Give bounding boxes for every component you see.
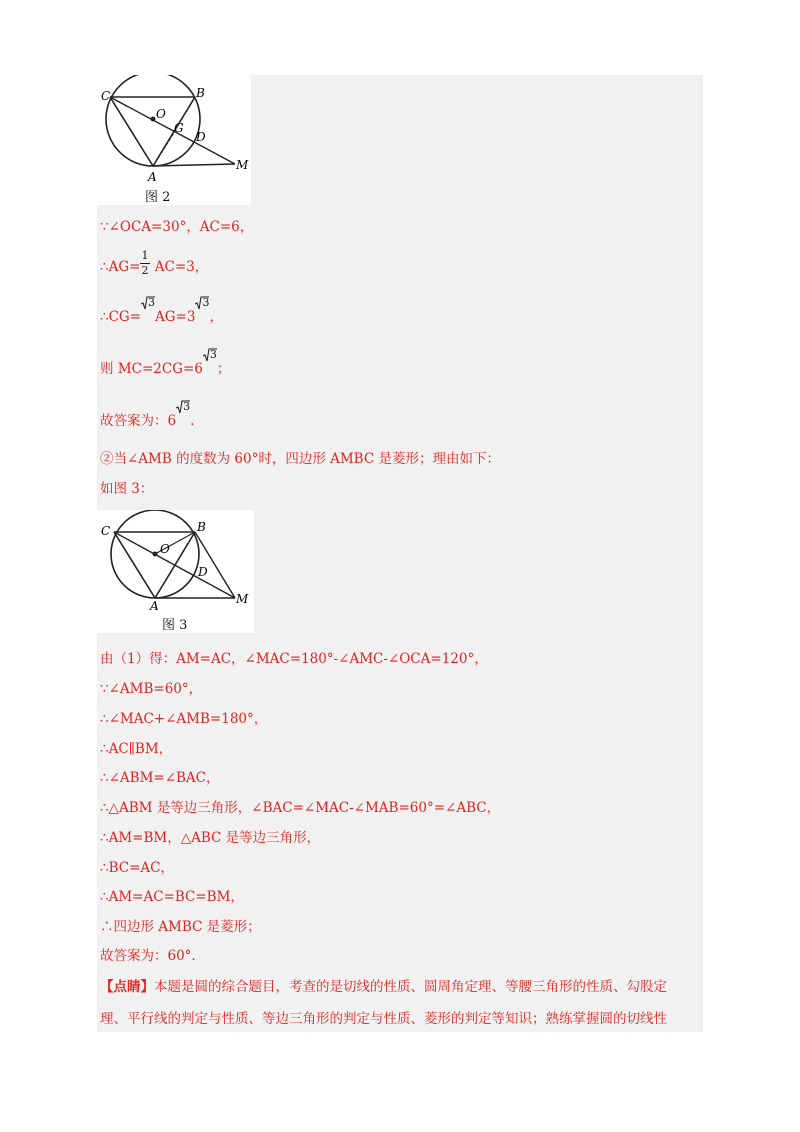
label-c: C: [101, 524, 111, 538]
label-m: M: [236, 158, 249, 172]
text-line: 由（1）得：AM=AC，∠MAC=180°-∠AMC-∠OCA=120°，: [100, 651, 488, 667]
label-d: D: [198, 565, 208, 579]
text-line-commentary: 【点睛】本题是圆的综合题目，考查的是切线的性质、圆周角定理、等腰三角形的性质、勾股定: [100, 979, 667, 995]
text-line-mc: 则 MC=2CG=6 3 ；: [100, 348, 231, 377]
text-line: ∵∠AMB=60°，: [100, 681, 203, 697]
text-line: 故答案为：60°.: [100, 948, 196, 964]
text-line: ∵∠OCA=30°，AC=6，: [100, 219, 254, 235]
text-line-ag: ∴AG= $\frac{1}{2}$ AC=3，: [100, 248, 209, 277]
text-line: ∴AM=BM，△ABC 是等边三角形，: [100, 830, 321, 846]
label-a: A: [148, 170, 157, 184]
sqrt-symbol: 3: [141, 296, 155, 310]
text-line: ∴BC=AC，: [100, 860, 174, 876]
text-line: ∴∠MAC+∠AMB=180°，: [100, 711, 268, 727]
figure-3-diagram: [97, 510, 254, 614]
text-line: 理、平行线的判定与性质、等边三角形的判定与性质、菱形的判定等知识；熟练掌握圆的切线性: [100, 1011, 667, 1027]
fraction-half: $\frac{1}{2}$: [141, 248, 149, 277]
text-line: ∴AM=AC=BC=BM，: [100, 889, 244, 905]
sqrt-symbol: 3: [176, 400, 190, 414]
text-line: ∴∠ABM=∠BAC，: [100, 770, 220, 786]
label-a: A: [150, 599, 159, 613]
sqrt-symbol: 3: [195, 296, 209, 310]
figure-3: [97, 510, 254, 633]
text-line: ∴AC∥BM，: [100, 741, 173, 757]
figure-3-caption: 图 3: [162, 618, 188, 633]
label-d: D: [196, 130, 206, 144]
label-o: O: [160, 542, 170, 556]
label-c: C: [101, 89, 111, 103]
text-line: ∴四边形 AMBC 是菱形；: [100, 919, 261, 935]
commentary-tag: 【点睛】: [100, 979, 154, 995]
label-o: O: [156, 107, 166, 121]
text-line: ②当∠AMB 的度数为 60°时，四边形 AMBC 是菱形；理由如下：: [100, 451, 500, 467]
text-line: ∴△ABM 是等边三角形，∠BAC=∠MAC-∠MAB=60°=∠ABC，: [100, 800, 501, 816]
figure-2-caption: 图 2: [145, 190, 171, 205]
text-line-cg: ∴CG= 3 AG=3 3 ，: [100, 296, 223, 325]
label-b: B: [196, 86, 205, 100]
text-line: 如图 3：: [100, 481, 154, 497]
text-line-answer: 故答案为：6 3 .: [100, 400, 195, 429]
figure-2: [97, 75, 251, 205]
sqrt-symbol: 3: [203, 348, 217, 362]
label-b: B: [197, 520, 206, 534]
figure-2-diagram: [97, 75, 251, 187]
label-m: M: [236, 592, 249, 606]
label-g: G: [174, 121, 184, 135]
